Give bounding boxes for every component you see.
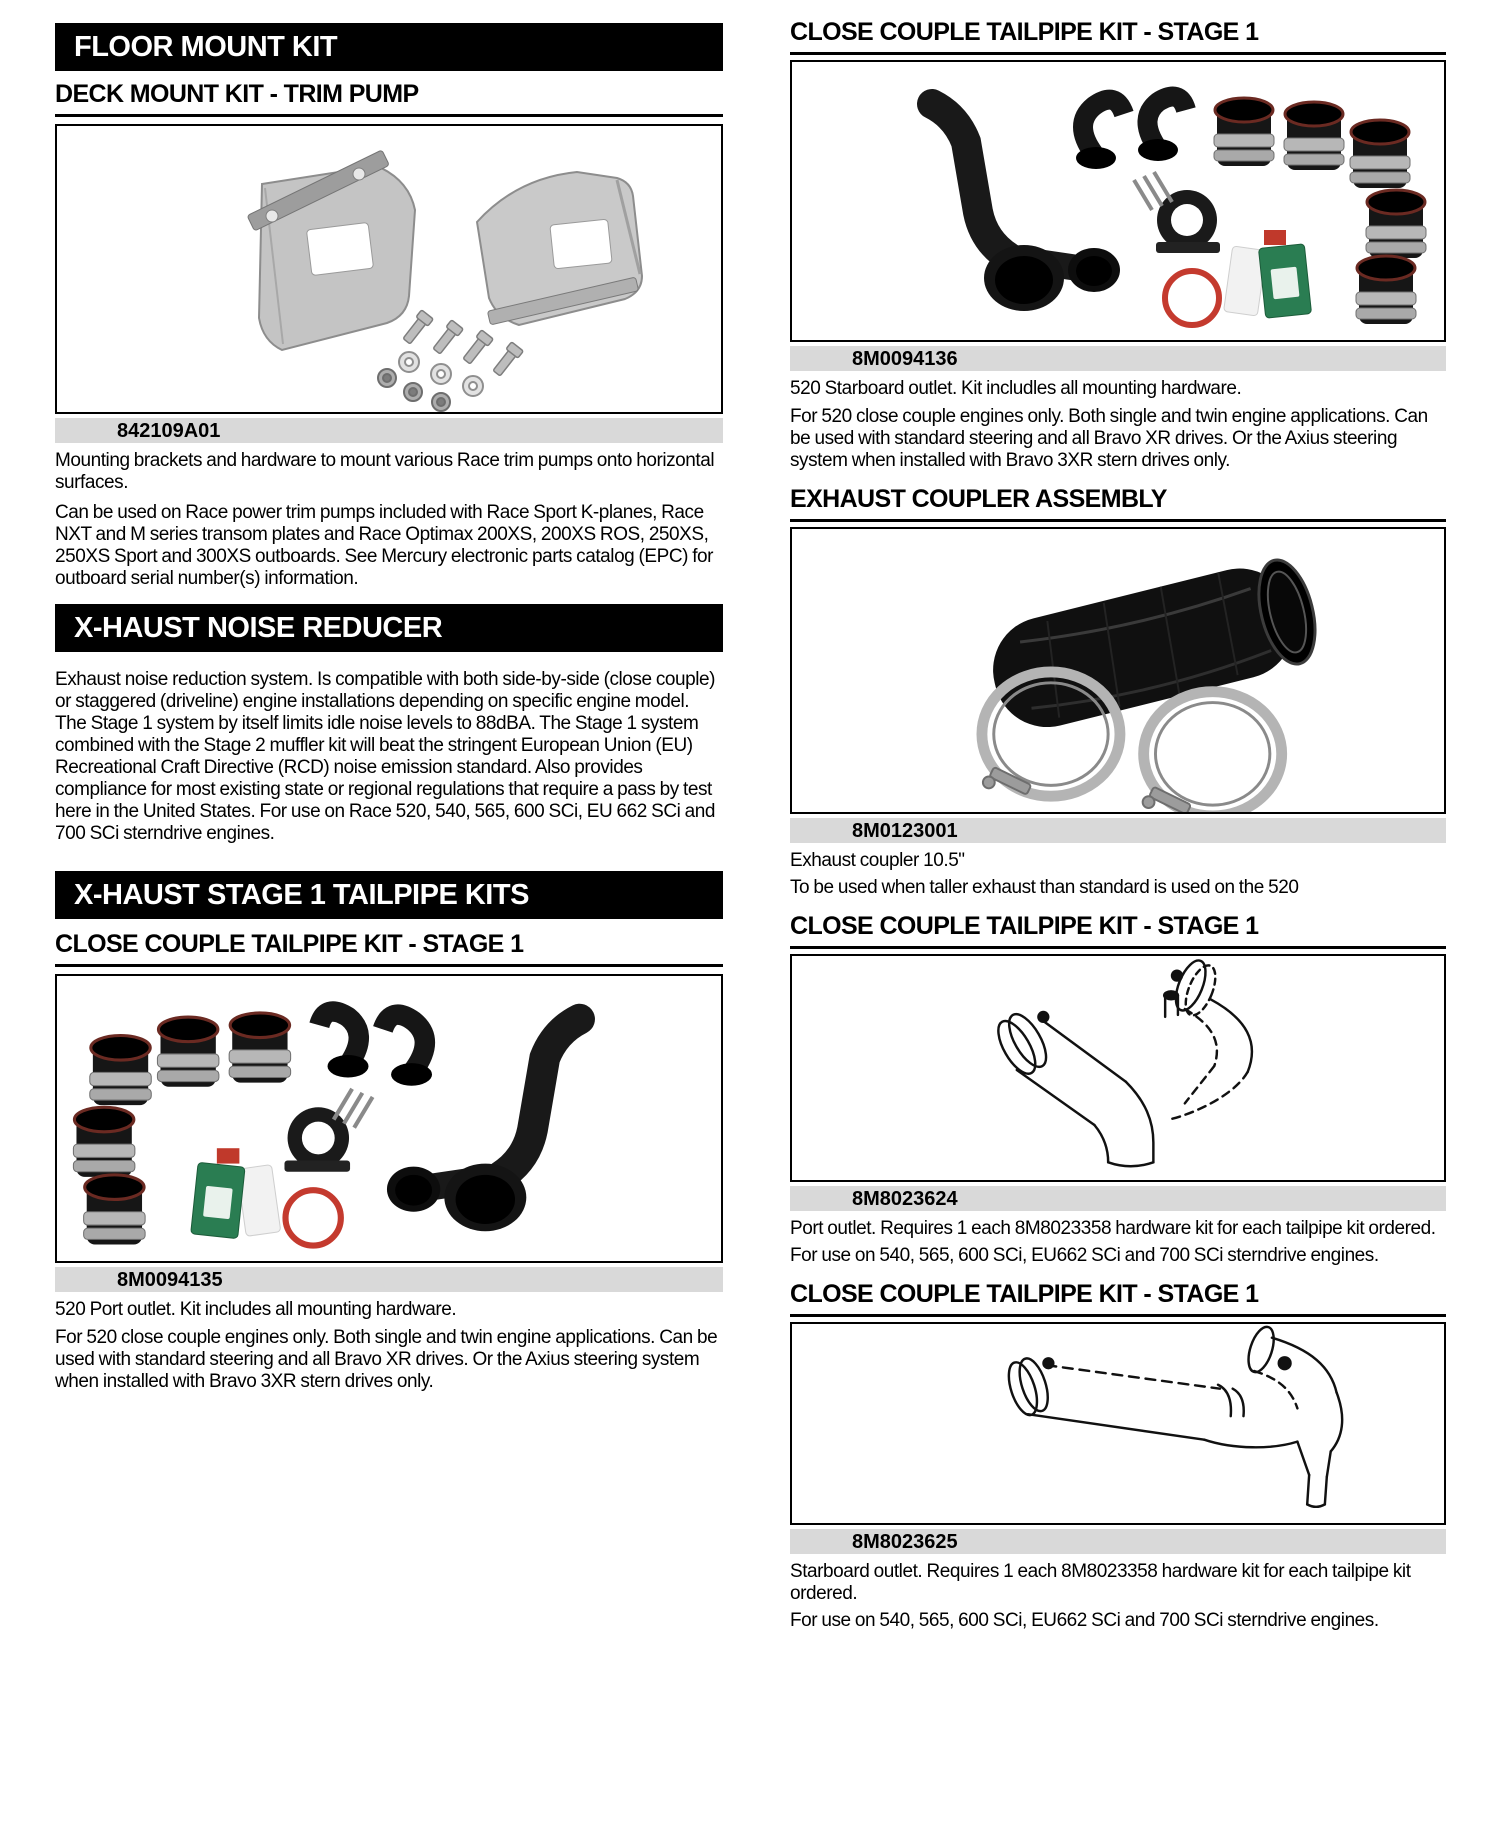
noise-reducer-description: Exhaust noise reduction system. Is compatible with both side-by-side (close couple) or staggered (driveline) engine installations depending on specific engine model. The Stage 1 system by itself limits idle noise levels to 88dBA. The Stage 1 system combined with the Stage 2 muffler kit will beat the stringent European Union (EU) Recreational Craft Directive (RCD) noise emission standard. Also provides compliance for most existing state or regional regulations that require a pass by test here in the United States. For use on Race 520, 540, 565, 600 SCi, EU 662 SCi and 700 SCi sterndrive engines. [55,669,715,844]
product-heading-close-couple-port: CLOSE COUPLE TAILPIPE KIT - STAGE 1 [790,912,1446,949]
product-description: 520 Port outlet. Kit includes all mounting hardware. [55,1299,457,1320]
product-description: To be used when taller exhaust than standard is used on the 520 [790,877,1299,898]
product-heading-deck-mount-kit: DECK MOUNT KIT - TRIM PUMP [55,80,723,117]
tailpipe-kit-port-photo [57,976,721,1261]
deck-mount-kit-image-box [55,124,723,414]
part-number: 8M0123001 [852,820,958,842]
product-description: Can be used on Race power trim pumps included with Race Sport K-planes, Race NXT and M series transom plates and Race Optimax 200XS, 200XS ROS, 250XS, 250XS Sport and 300XS outboards. See Mercury electronic parts catalog (EPC) for outboard serial number(s) information. [55,502,714,589]
tailpipe-port-drawing-box [790,954,1446,1182]
product-heading-close-couple-port-520: CLOSE COUPLE TAILPIPE KIT - STAGE 1 [55,930,723,967]
deck-mount-brackets-photo [57,126,721,412]
product-description: Exhaust coupler 10.5" [790,850,965,871]
tailpipe-kit-port-image-box [55,974,723,1263]
section-banner-stage1-tailpipe-kits: X-HAUST STAGE 1 TAILPIPE KITS [55,871,723,919]
product-description: Starboard outlet. Requires 1 each 8M8023358 hardware kit for each tailpipe kit ordered. [790,1561,1411,1604]
part-number: 8M0094135 [117,1269,223,1291]
product-heading-exhaust-coupler: EXHAUST COUPLER ASSEMBLY [790,485,1446,522]
section-banner-noise-reducer: X-HAUST NOISE REDUCER [55,604,723,652]
product-heading-close-couple-starboard-520: CLOSE COUPLE TAILPIPE KIT - STAGE 1 [790,18,1446,55]
product-heading-close-couple-starboard: CLOSE COUPLE TAILPIPE KIT - STAGE 1 [790,1280,1446,1317]
right-column [790,0,1446,1632]
exhaust-coupler-image-box [790,527,1446,814]
product-description: Port outlet. Requires 1 each 8M8023358 hardware kit for each tailpipe kit ordered. [790,1218,1436,1239]
product-description: For 520 close couple engines only. Both single and twin engine applications. Can be used with standard steering and all Bravo XR drives. Or the Axius steering system when installed with Bravo 3XR stern drives only. [55,1327,718,1392]
part-number-bar [790,1529,1446,1554]
left-column [55,0,723,1393]
tailpipe-starboard-line-drawing [792,1324,1444,1523]
product-description: Mounting brackets and hardware to mount various Race trim pumps onto horizontal surfaces. [55,450,715,493]
tailpipe-port-line-drawing [792,956,1444,1180]
part-number: 842109A01 [117,420,221,442]
tailpipe-kit-starboard-photo [792,62,1444,340]
product-description: For use on 540, 565, 600 SCi, EU662 SCi and 700 SCi sterndrive engines. [790,1610,1379,1631]
section-banner-floor-mount-kit: FLOOR MOUNT KIT [55,23,723,71]
part-number: 8M0094136 [852,348,958,370]
part-number: 8M8023624 [852,1188,958,1210]
part-number-bar [55,418,723,443]
product-description: For 520 close couple engines only. Both single and twin engine applications. Can be used with standard steering and all Bravo XR drives. Or the Axius steering system when installed with Bravo 3XR stern drives only. [790,406,1428,471]
part-number-bar [790,1186,1446,1211]
exhaust-coupler-photo [792,529,1444,812]
tailpipe-kit-starboard-image-box [790,60,1446,342]
tailpipe-starboard-drawing-box [790,1322,1446,1525]
part-number-bar [790,346,1446,371]
part-number-bar [790,818,1446,843]
part-number-bar [55,1267,723,1292]
product-description: 520 Starboard outlet. Kit includles all mounting hardware. [790,378,1242,399]
part-number: 8M8023625 [852,1531,958,1553]
product-description: For use on 540, 565, 600 SCi, EU662 SCi and 700 SCi sterndrive engines. [790,1245,1379,1266]
